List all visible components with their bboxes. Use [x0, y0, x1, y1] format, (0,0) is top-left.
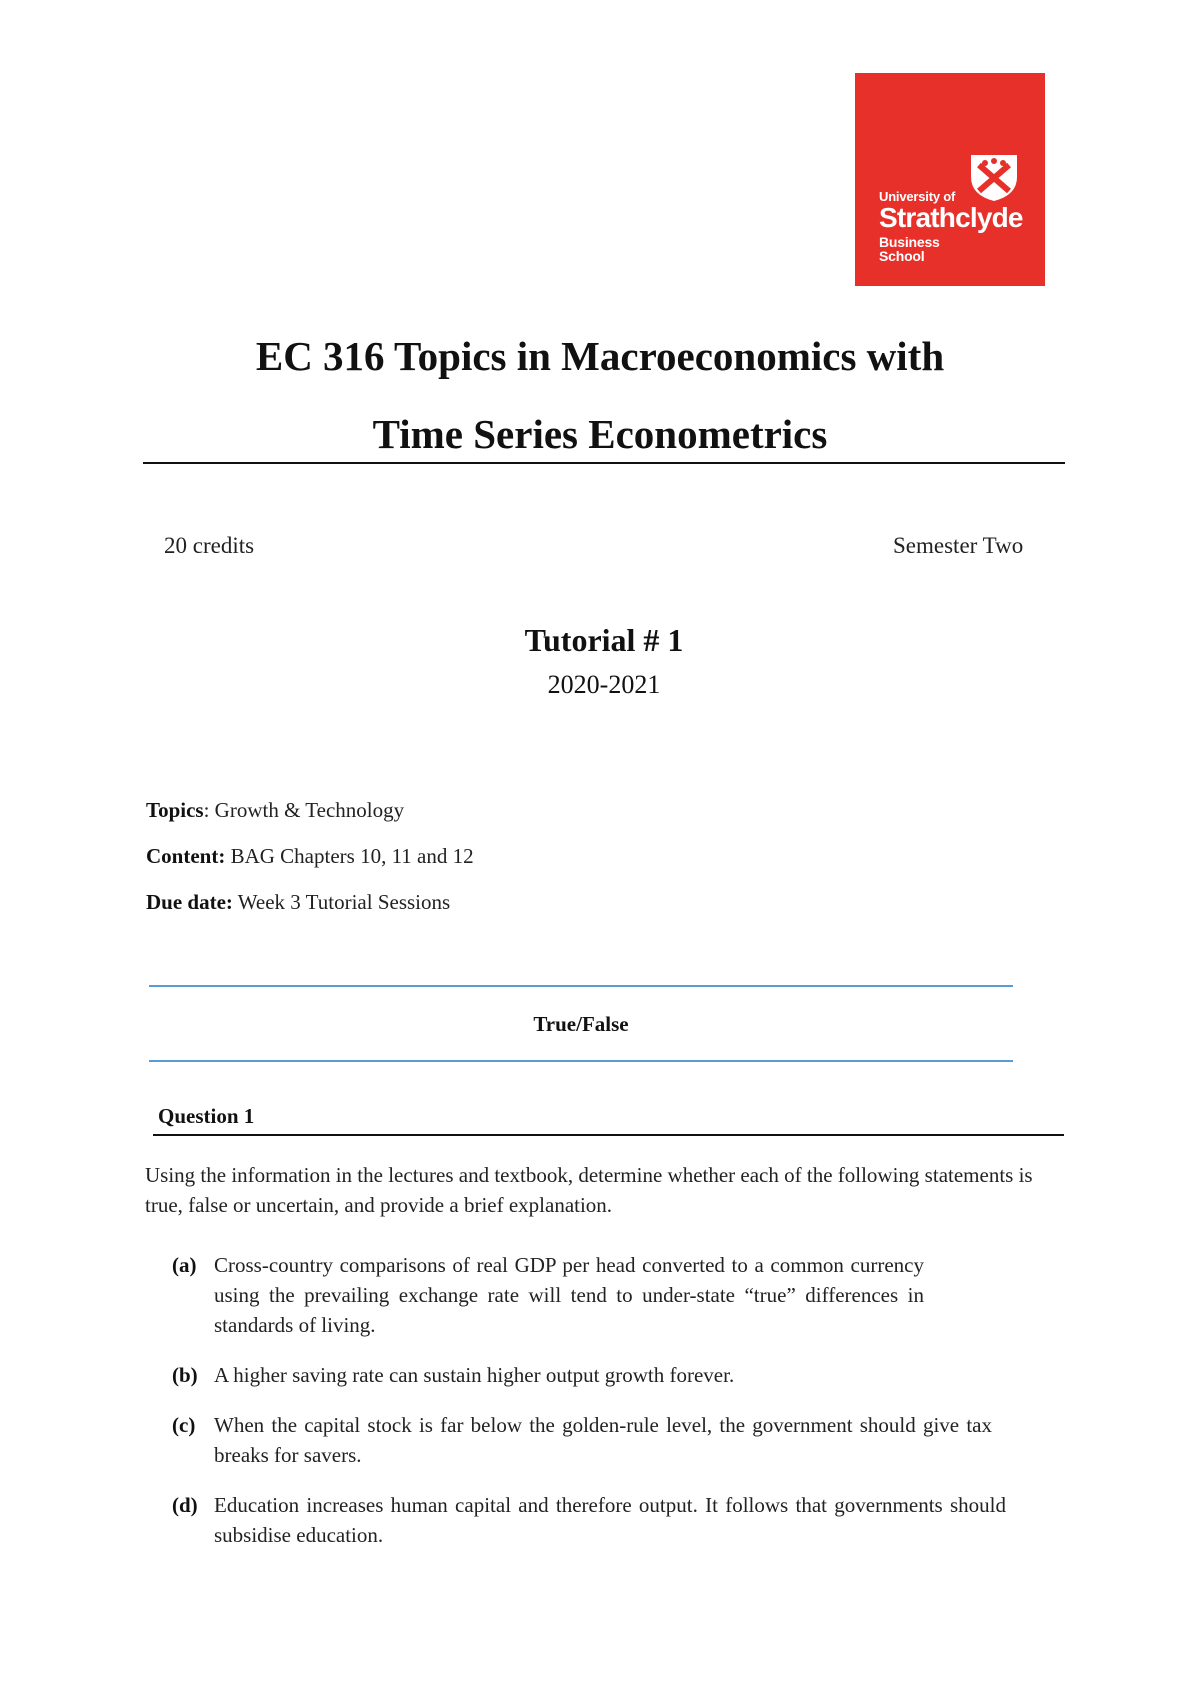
item-label: (b) — [172, 1363, 198, 1387]
due-date-line — [146, 890, 450, 915]
item-text: A higher saving rate can sustain higher output growth forever. — [214, 1363, 735, 1387]
content-value: BAG Chapters 10, 11 and 12 — [225, 844, 474, 868]
item-label: (a) — [172, 1253, 197, 1277]
credits-text: 20 credits — [164, 533, 255, 558]
university-logo — [855, 73, 1045, 286]
due-date-label: Due date: — [146, 890, 233, 914]
logo-school: School — [879, 248, 925, 264]
question-divider — [153, 1134, 1064, 1136]
due-date-value: Week 3 Tutorial Sessions — [232, 890, 451, 914]
tutorial-heading: Tutorial # 1 — [524, 622, 684, 658]
list-item — [172, 1250, 924, 1340]
item-text: Cross-country comparisons of real GDP per head converted to a common currency using the prevailing exchange rate will tend to under-state “true” differences in standards of living. — [214, 1253, 924, 1337]
topics-value: : Growth & Technology — [203, 798, 405, 822]
topics-label: Topics — [146, 798, 204, 822]
content-label: Content: — [146, 844, 226, 868]
topics-line — [146, 798, 404, 823]
section-title: True/False — [533, 1012, 629, 1036]
semester-text: Semester Two — [893, 533, 1024, 558]
course-title-line-1: EC 316 Topics in Macroeconomics with — [255, 333, 945, 379]
question-instructions: Using the information in the lectures and textbook, determine whether each of the following statements is true, false or uncertain, and provide a brief explanation. — [145, 1163, 1033, 1217]
logo-university-of: University of — [879, 189, 956, 204]
list-item — [172, 1360, 1006, 1390]
list-item — [172, 1490, 1006, 1550]
section-top-rule — [149, 985, 1013, 987]
list-item — [172, 1410, 992, 1470]
title-divider — [143, 462, 1065, 464]
course-title-line-2: Time Series Econometrics — [372, 411, 828, 457]
item-text: Education increases human capital and therefore output. It follows that governments should subsidise education. — [214, 1493, 1006, 1547]
item-text: When the capital stock is far below the golden-rule level, the government should give tax breaks for savers. — [214, 1413, 992, 1467]
academic-year: 2020-2021 — [547, 670, 661, 699]
item-label: (d) — [172, 1493, 198, 1517]
question-heading: Question 1 — [158, 1104, 255, 1128]
content-line — [146, 844, 474, 869]
section-bottom-rule — [149, 1060, 1013, 1062]
logo-business: Business — [879, 234, 940, 250]
logo-strathclyde: Strathclyde — [879, 202, 1023, 233]
crest-icon — [965, 151, 1023, 203]
item-label: (c) — [172, 1413, 196, 1437]
